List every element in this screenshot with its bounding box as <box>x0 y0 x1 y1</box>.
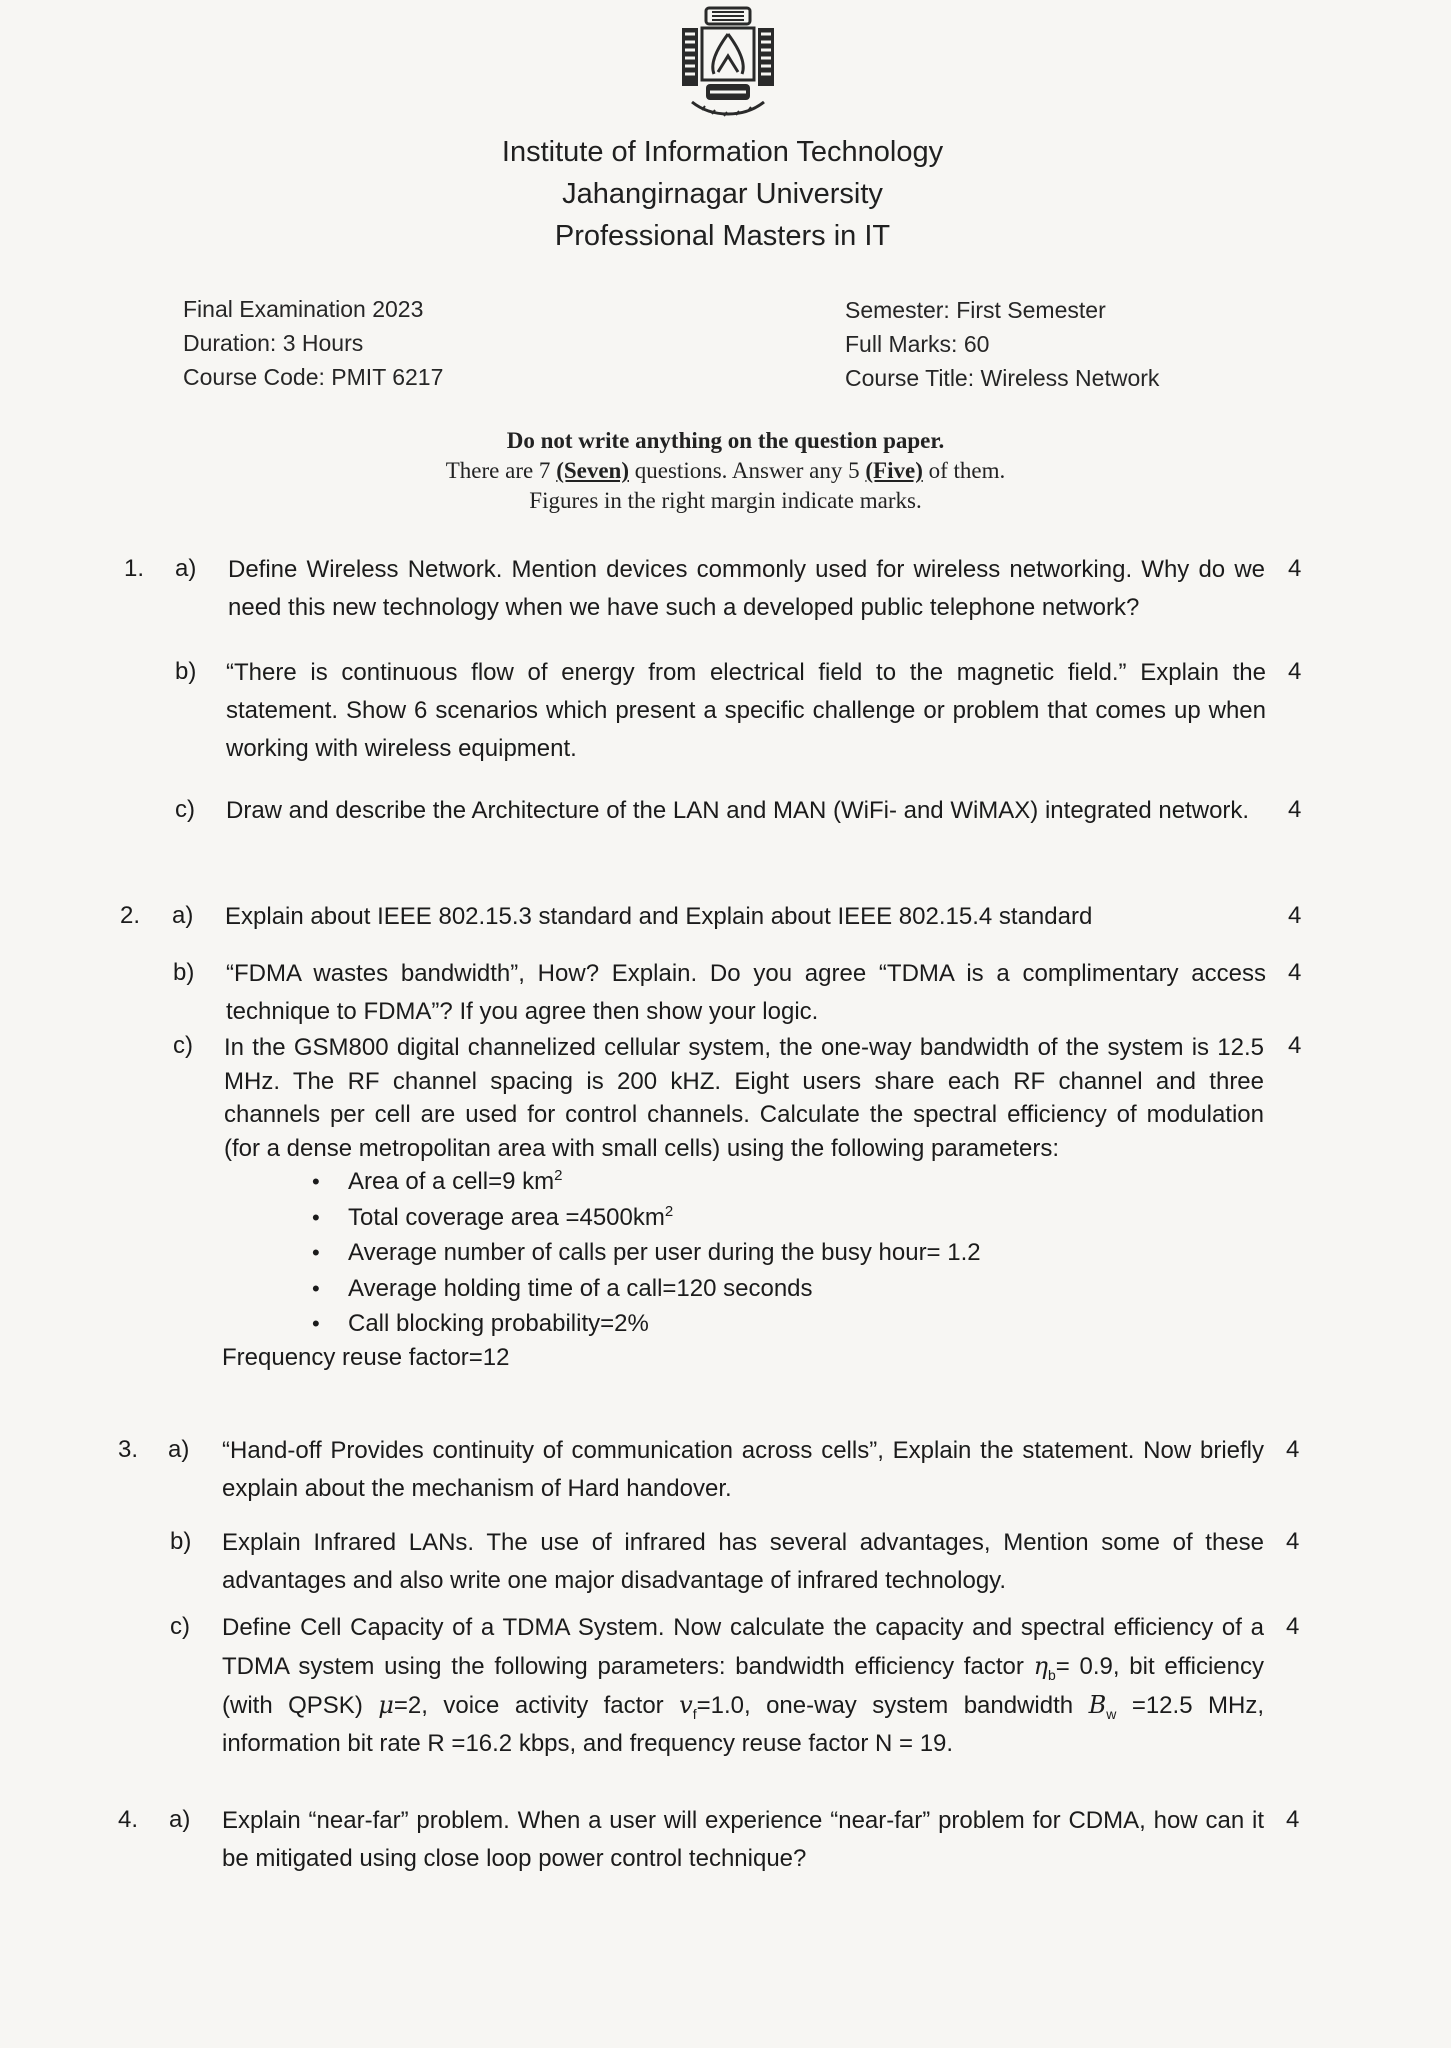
instruction-five: (Five) <box>865 458 923 483</box>
marks: 4 <box>1288 902 1302 929</box>
instruction-text: There are 7 <box>445 458 557 483</box>
superscript: 2 <box>554 1167 563 1184</box>
marks: 4 <box>1288 796 1302 823</box>
part-letter: c) <box>170 1613 190 1640</box>
question-1a-text: Define Wireless Network. Mention devices commonly used for wireless networking. Why do we need this new technology when we have such a developed public telephone network? <box>228 556 1265 621</box>
marks: 4 <box>1286 1528 1300 1555</box>
program-name: Professional Masters in IT <box>554 220 891 252</box>
instruction-text: questions. Answer any 5 <box>629 458 866 483</box>
text-run: =2, voice activity factor <box>393 1692 680 1719</box>
eta-symbol: η <box>1033 1652 1048 1680</box>
full-marks: Full Marks: 60 <box>845 331 990 357</box>
bullet-text: Area of a cell=9 km <box>348 1168 555 1195</box>
marks: 4 <box>1288 1032 1302 1059</box>
parameter-list <box>312 1164 981 1342</box>
part-letter: a) <box>168 1436 190 1463</box>
text-run: =12.5 MHz, information bit rate R =16.2 kbps, and frequency reuse factor N = 19. <box>222 1692 1264 1757</box>
question-number: 2. <box>120 902 141 929</box>
exam-info-left <box>183 292 443 394</box>
part-letter: c) <box>173 1032 193 1059</box>
superscript: 2 <box>664 1202 674 1220</box>
question-4a-text: Explain “near-far” problem. When a user will experience “near-far” problem for CDMA, how can it be mitigated using close loop power control technique? <box>222 1807 1264 1872</box>
course-code: Course Code: PMIT 6217 <box>183 364 444 390</box>
list-item <box>312 1306 981 1342</box>
question-number: 3. <box>118 1436 139 1463</box>
marks: 4 <box>1286 1436 1300 1463</box>
marks: 4 <box>1288 658 1302 685</box>
part-letter: b) <box>170 1528 192 1555</box>
instruction-line-2 <box>0 456 1451 486</box>
b-symbol: B <box>1088 1691 1107 1719</box>
marks: 4 <box>1286 1613 1300 1640</box>
question-1c-text: Draw and describe the Architecture of the LAN and MAN (WiFi- and WiMAX) integrated network. <box>226 797 1250 824</box>
marks: 4 <box>1288 959 1302 986</box>
question-3c-text <box>222 1609 1264 1763</box>
instruction-text: of them. <box>922 458 1006 483</box>
marks: 4 <box>1288 555 1302 582</box>
question-1b-text: “There is continuous flow of energy from electrical field to the magnetic field.” Explain the statement. Show 6 scenarios which present a specific challenge or problem that comes up when working with wireless equipment. <box>226 659 1266 762</box>
v-symbol: v <box>679 1691 693 1719</box>
bullet-text: Total coverage area =4500km <box>348 1203 665 1231</box>
subscript: b <box>1047 1666 1056 1683</box>
bullet-text: Call blocking probability=2% <box>348 1310 649 1337</box>
question-number: 1. <box>124 555 145 582</box>
list-item <box>312 1164 981 1200</box>
list-item <box>312 1235 981 1271</box>
question-3a-text: “Hand-off Provides continuity of communication across cells”, Explain the statement. Now briefly explain about the mechanism of Hard handover. <box>222 1437 1264 1502</box>
bullet-text: Average number of calls per user during the busy hour= 1.2 <box>348 1239 981 1266</box>
part-letter: a) <box>175 555 197 582</box>
exam-duration: Duration: 3 Hours <box>183 330 364 356</box>
university-crest-icon <box>672 6 784 122</box>
part-letter: b) <box>173 959 195 986</box>
bullet-text: Average holding time of a call=120 seconds <box>348 1274 813 1302</box>
part-letter: a) <box>169 1806 191 1833</box>
subscript: w <box>1106 1705 1117 1722</box>
instruction-seven: (Seven) <box>556 458 630 483</box>
text-run: =1.0, one-way system bandwidth <box>696 1692 1089 1719</box>
course-title: Course Title: Wireless Network <box>845 365 1160 391</box>
text-run: Define Cell Capacity of a TDMA System. Now calculate the capacity and spectral efficiency of a TDMA system using the following parameters: bandwidth efficiency factor <box>222 1614 1264 1680</box>
text-run: = 0.9, bit efficiency (with QPSK) <box>222 1653 1264 1719</box>
instructions <box>0 426 1451 516</box>
question-2c-text: In the GSM800 digital channelized cellular system, the one-way bandwidth of the system is 12.5 MHz. The RF channel spacing is 200 kHZ. Eight users share each RF channel and three channels per cell are used for control channels. Calculate the spectral efficiency of modulation (for a dense metropolitan area with small cells) using the following parameters: <box>224 1034 1264 1162</box>
marks: 4 <box>1286 1806 1300 1833</box>
mu-symbol: μ <box>378 1691 394 1719</box>
subscript: f <box>692 1705 697 1722</box>
part-letter: a) <box>172 902 194 929</box>
list-item <box>312 1200 981 1236</box>
part-letter: b) <box>175 658 197 685</box>
question-number: 4. <box>118 1806 139 1833</box>
instruction-line-1: Do not write anything on the question paper. <box>506 428 945 453</box>
institute-name: Institute of Information Technology <box>501 136 944 168</box>
list-item <box>312 1271 981 1307</box>
question-3b-text: Explain Infrared LANs. The use of infrared has several advantages, Mention some of these advantages and also write one major disadvantage of infrared technology. <box>222 1529 1264 1594</box>
instruction-line-3: Figures in the right margin indicate marks. <box>529 488 922 513</box>
exam-name: Final Examination 2023 <box>183 296 424 322</box>
exam-info-right <box>845 293 1159 395</box>
part-letter: c) <box>175 796 195 823</box>
reuse-factor: Frequency reuse factor=12 <box>222 1344 510 1371</box>
semester: Semester: First Semester <box>845 297 1106 323</box>
question-2a-text: Explain about IEEE 802.15.3 standard and Explain about IEEE 802.15.4 standard <box>225 903 1093 930</box>
university-name: Jahangirnagar University <box>562 178 883 210</box>
question-2b-text: “FDMA wastes bandwidth”, How? Explain. Do you agree “TDMA is a complimentary access technique to FDMA”? If you agree then show your logic. <box>226 960 1266 1025</box>
